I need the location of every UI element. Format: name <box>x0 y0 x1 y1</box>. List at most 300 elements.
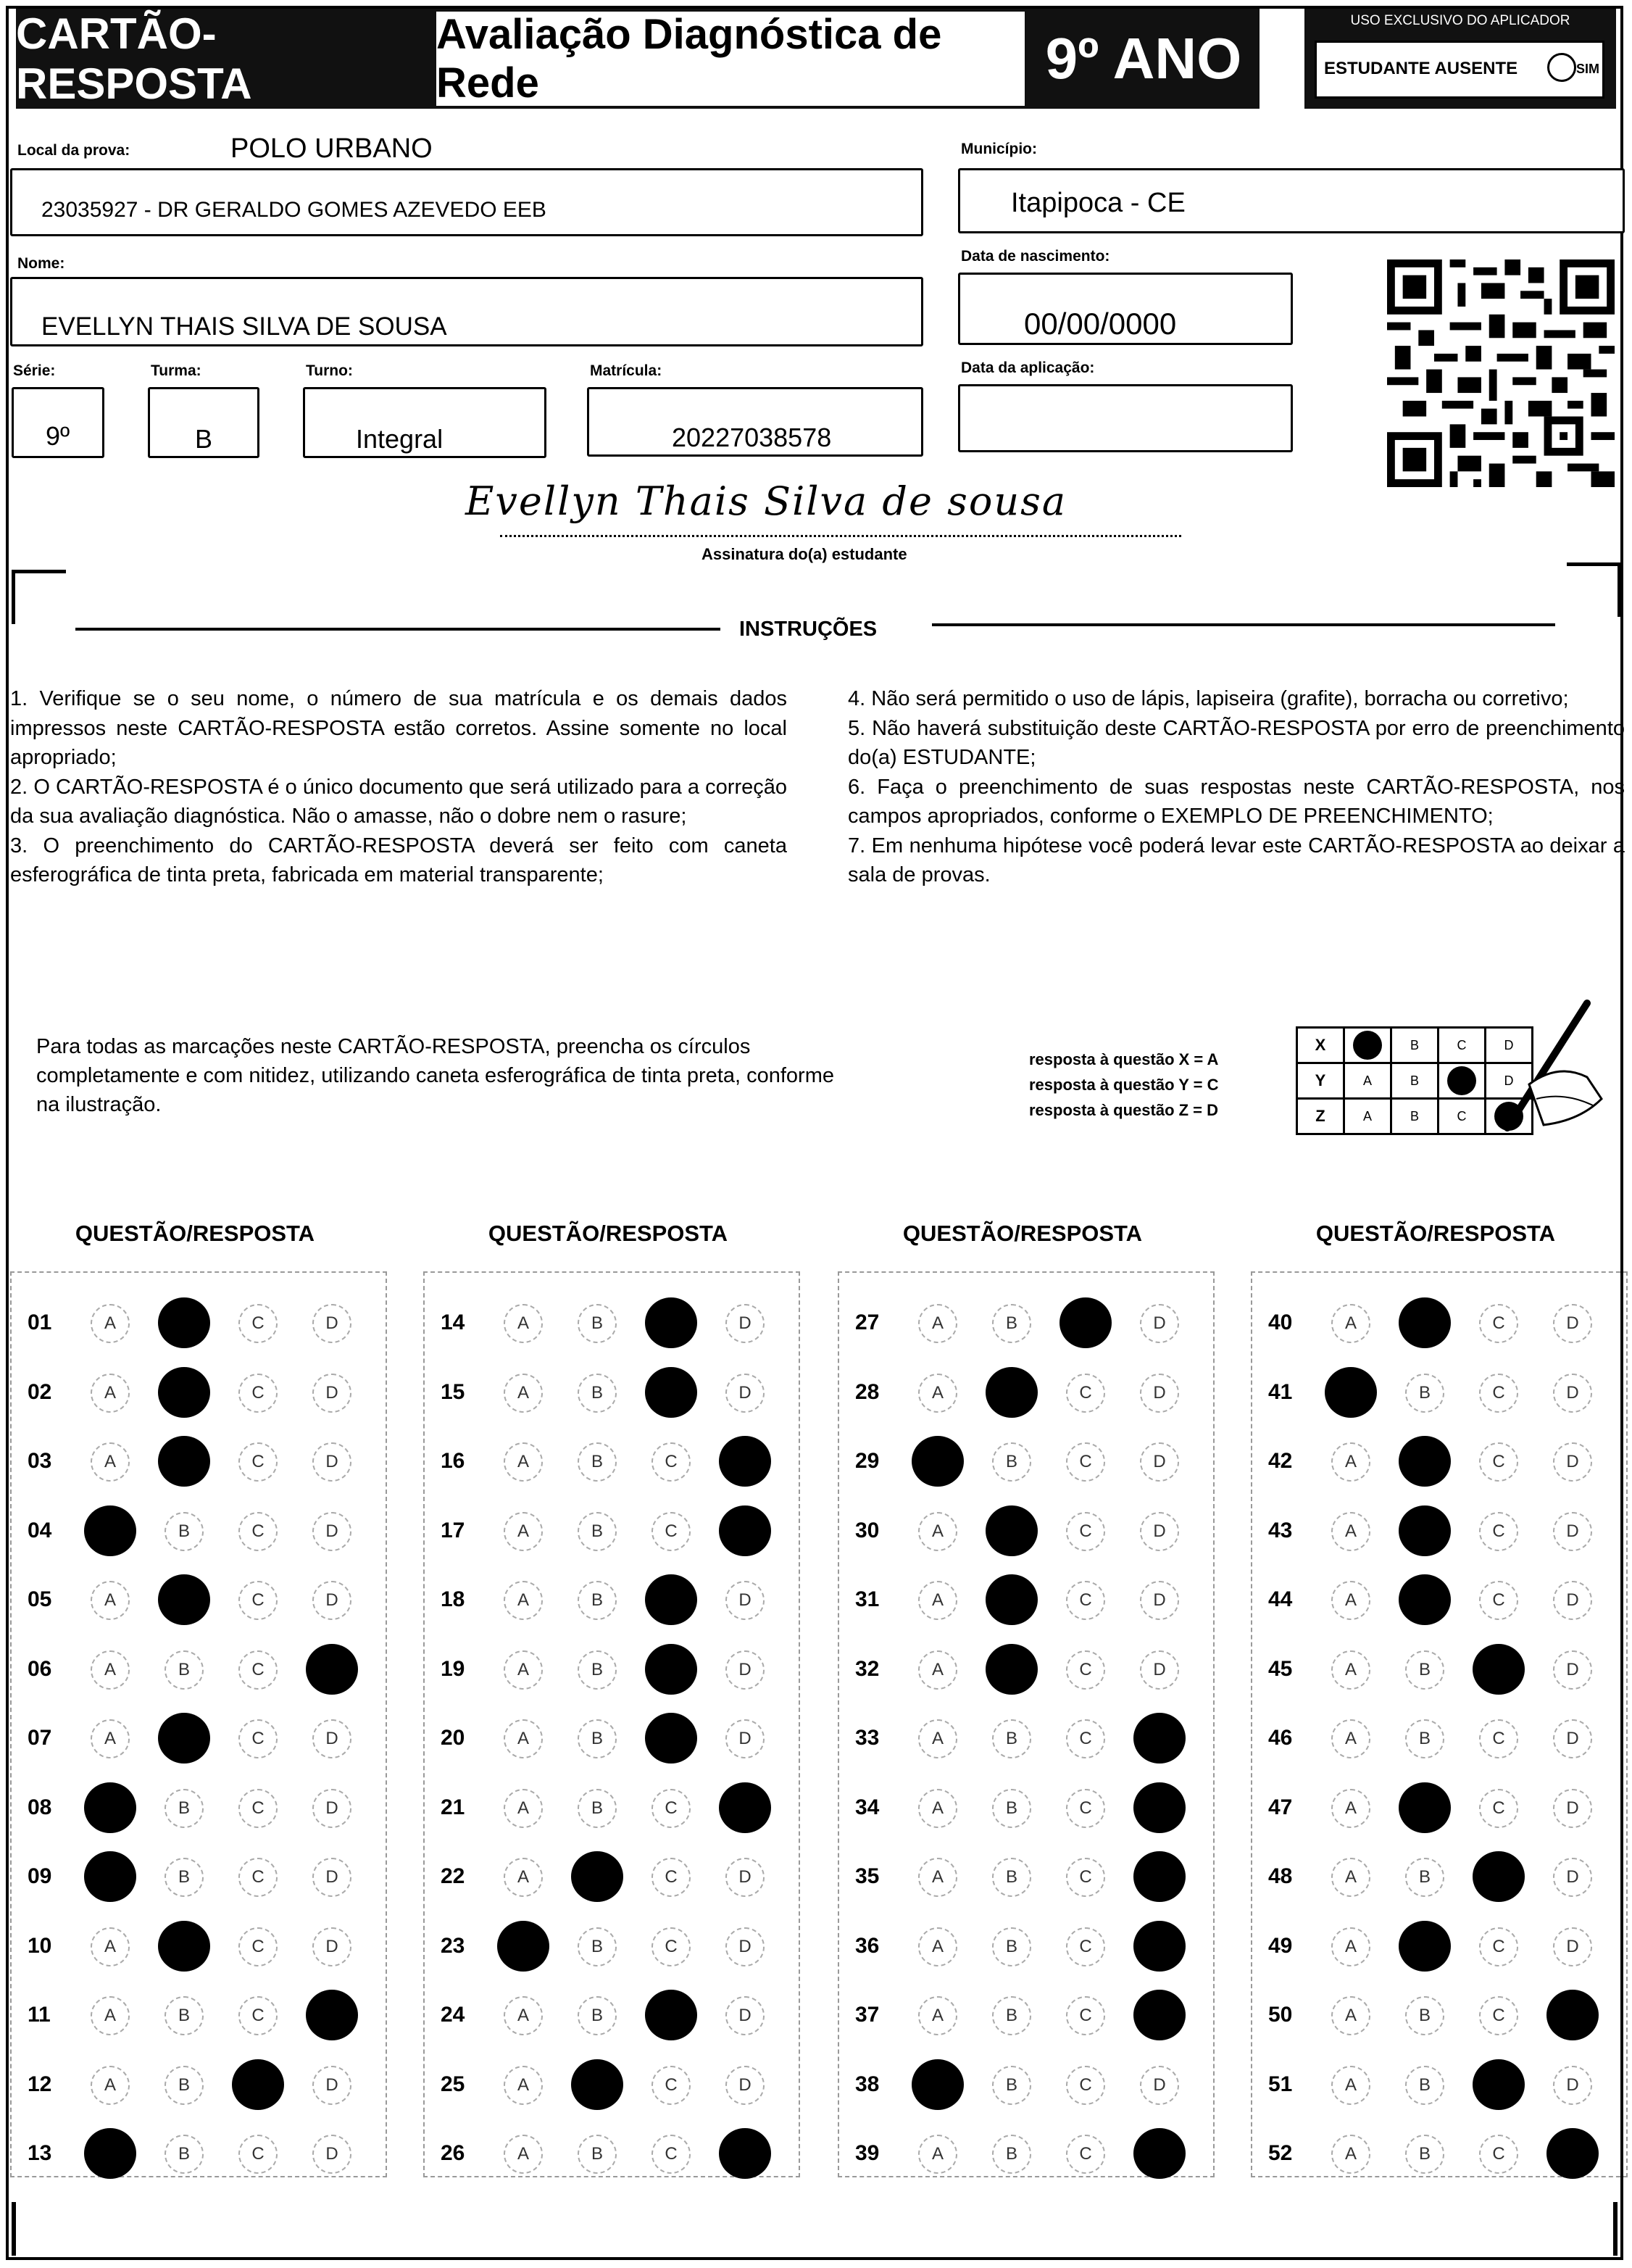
question-number: 16 <box>441 1449 465 1473</box>
answer-bubble[interactable]: C <box>238 1858 278 1897</box>
answer-bubble[interactable]: D <box>312 2066 351 2105</box>
example-option <box>1344 1028 1391 1063</box>
filled-answer-bubble[interactable] <box>1546 1990 1599 2040</box>
filled-answer-bubble[interactable] <box>306 1990 358 2040</box>
answer-bubble[interactable]: C <box>651 1442 691 1482</box>
turma-label: Turma: <box>151 362 201 379</box>
answer-bubble[interactable]: C <box>1066 1996 1105 2035</box>
example-option: C <box>1439 1028 1486 1063</box>
question-number: 48 <box>1268 1864 1293 1888</box>
question-number: 30 <box>855 1518 880 1542</box>
answer-bubble[interactable]: A <box>1331 1789 1370 1828</box>
answer-bubble[interactable]: B <box>1405 1858 1444 1897</box>
answer-bubble[interactable]: A <box>91 2066 130 2105</box>
answer-bubble[interactable]: D <box>725 1927 765 1966</box>
answer-bubble[interactable]: B <box>992 1858 1031 1897</box>
answer-bubble[interactable]: B <box>992 1304 1031 1343</box>
question-number: 47 <box>1268 1795 1293 1819</box>
answer-bubble[interactable]: A <box>504 1858 543 1897</box>
question-number: 11 <box>28 2003 51 2027</box>
answer-bubble[interactable]: A <box>918 1927 957 1966</box>
answer-bubble[interactable]: A <box>1331 2135 1370 2174</box>
local-value: POLO URBANO <box>230 133 433 164</box>
answer-bubble[interactable]: C <box>1066 1581 1105 1620</box>
nome-field <box>10 277 923 346</box>
answer-bubble[interactable]: C <box>651 2135 691 2174</box>
turno-value: Integral <box>356 424 444 454</box>
example-question: Y <box>1297 1063 1344 1099</box>
answer-bubble[interactable]: D <box>1553 2066 1592 2105</box>
school-value: 23035927 - DR GERALDO GOMES AZEVEDO EEB <box>41 198 546 222</box>
answer-bubble[interactable]: A <box>918 1512 957 1551</box>
answer-bubble[interactable]: C <box>1479 1789 1518 1828</box>
example-question: Z <box>1297 1099 1344 1134</box>
answer-bubble[interactable]: C <box>651 1512 691 1551</box>
answer-bubble[interactable]: D <box>725 1858 765 1897</box>
filled-answer-bubble[interactable] <box>912 1436 964 1487</box>
nome-label: Nome: <box>17 255 65 272</box>
filled-answer-bubble[interactable] <box>645 1367 697 1418</box>
answer-bubble[interactable]: B <box>578 1304 617 1343</box>
example-option <box>1439 1063 1486 1099</box>
corner-bottom-left <box>12 2202 16 2256</box>
answer-bubble[interactable]: A <box>504 1719 543 1758</box>
answer-bubble[interactable]: A <box>918 2135 957 2174</box>
answer-bubble[interactable]: C <box>238 1581 278 1620</box>
matricula-field <box>587 387 923 457</box>
answer-bubble[interactable]: D <box>1140 1650 1179 1690</box>
example-option: C <box>1439 1099 1486 1134</box>
filled-answer-bubble[interactable] <box>645 1713 697 1764</box>
answer-bubble[interactable]: A <box>1331 1512 1370 1551</box>
answer-bubble[interactable]: C <box>238 1996 278 2035</box>
answer-bubble[interactable]: A <box>504 1789 543 1828</box>
question-number: 24 <box>441 2003 465 2027</box>
municipio-label: Município: <box>961 141 1037 157</box>
filled-answer-bubble[interactable] <box>158 1921 210 1972</box>
answer-bubble[interactable]: D <box>1553 1581 1592 1620</box>
question-number: 01 <box>28 1310 52 1334</box>
corner-top-left <box>12 570 66 624</box>
answer-bubble[interactable]: C <box>1066 1374 1105 1413</box>
answer-bubble[interactable]: B <box>165 2066 204 2105</box>
answer-bubble[interactable]: B <box>578 1650 617 1690</box>
question-number: 13 <box>28 2141 52 2165</box>
answer-bubble[interactable]: B <box>165 1789 204 1828</box>
absent-label: ESTUDANTE AUSENTE <box>1324 59 1518 78</box>
filled-answer-bubble[interactable] <box>1325 1367 1377 1418</box>
example-line-z: resposta à questão Z = D <box>1029 1101 1219 1119</box>
question-number: 42 <box>1268 1449 1293 1473</box>
answer-bubble[interactable]: C <box>1066 1719 1105 1758</box>
answer-bubble[interactable]: B <box>578 2135 617 2174</box>
instructions-title: INSTRUÇÕES <box>739 618 878 641</box>
question-number: 23 <box>441 1933 465 1958</box>
answer-bubble[interactable]: D <box>312 1442 351 1482</box>
answer-bubble[interactable]: D <box>725 1374 765 1413</box>
filled-answer-bubble[interactable] <box>84 2128 136 2179</box>
filled-answer-bubble[interactable] <box>1473 1851 1525 1902</box>
example-option: B <box>1391 1028 1439 1063</box>
filled-answer-bubble[interactable] <box>1473 1644 1525 1695</box>
answer-bubble[interactable]: A <box>504 1442 543 1482</box>
answer-bubble[interactable]: C <box>1066 1442 1105 1482</box>
answer-bubble[interactable]: A <box>504 1581 543 1620</box>
answer-bubble[interactable]: D <box>1553 1927 1592 1966</box>
question-number: 14 <box>441 1310 465 1334</box>
answer-bubble[interactable]: D <box>312 2135 351 2174</box>
answer-bubble[interactable]: B <box>165 1858 204 1897</box>
answer-bubble[interactable]: B <box>165 1512 204 1551</box>
fill-note: Para todas as marcações neste CARTÃO-RESPOSTA, preencha os círculos completamente e com nitidez, utilizando caneta esferográfica de tinta preta, conforme na ilustração. <box>36 1035 834 1116</box>
answer-bubble[interactable]: D <box>1553 1374 1592 1413</box>
column-header: QUESTÃO/RESPOSTA <box>1315 1221 1556 1246</box>
qr-code <box>1387 257 1615 490</box>
filled-answer-bubble[interactable] <box>84 1851 136 1902</box>
answer-bubble[interactable]: B <box>578 1581 617 1620</box>
school-field <box>10 168 923 236</box>
instruction-1: 1. Verifique se o seu nome, o número de sua matrícula e os demais dados impressos neste CARTÃO-RESPOSTA estão corretos. Assine somente no local apropriado; <box>10 687 787 769</box>
answer-bubble[interactable]: D <box>1140 1304 1179 1343</box>
answer-bubble[interactable]: D <box>725 1581 765 1620</box>
question-number: 25 <box>441 2072 465 2096</box>
answer-bubble[interactable]: B <box>992 1789 1031 1828</box>
answer-bubble[interactable]: C <box>1066 1512 1105 1551</box>
answer-bubble[interactable]: A <box>918 1581 957 1620</box>
answer-bubble[interactable]: A <box>504 1374 543 1413</box>
answer-bubble[interactable]: C <box>238 1374 278 1413</box>
filled-answer-bubble[interactable] <box>1133 1851 1186 1902</box>
answer-bubble[interactable]: A <box>91 1927 130 1966</box>
answer-bubble[interactable]: A <box>1331 1581 1370 1620</box>
instructions-rule-right <box>932 623 1555 626</box>
nascimento-value: 00/00/0000 <box>1024 307 1177 341</box>
answer-bubble[interactable]: A <box>91 1996 130 2035</box>
question-number: 27 <box>855 1310 880 1334</box>
answer-bubble[interactable]: D <box>725 1996 765 2035</box>
answer-bubble[interactable]: D <box>312 1927 351 1966</box>
answer-bubble[interactable]: D <box>1140 1581 1179 1620</box>
filled-answer-bubble[interactable] <box>306 1644 358 1695</box>
question-number: 12 <box>28 2072 52 2096</box>
answer-bubble[interactable]: D <box>312 1789 351 1828</box>
answer-bubble[interactable]: D <box>1553 1858 1592 1897</box>
answer-bubble[interactable]: B <box>165 1996 204 2035</box>
answer-bubble[interactable]: B <box>165 2135 204 2174</box>
answer-bubble[interactable]: C <box>238 1789 278 1828</box>
filled-answer-bubble[interactable] <box>986 1505 1038 1556</box>
turno-field <box>303 387 546 458</box>
question-number: 08 <box>28 1795 52 1819</box>
answer-bubble[interactable]: D <box>1553 1442 1592 1482</box>
question-number: 52 <box>1268 2141 1293 2165</box>
question-number: 20 <box>441 1726 465 1750</box>
answer-bubble[interactable]: C <box>1066 1650 1105 1690</box>
answer-bubble[interactable]: C <box>238 2135 278 2174</box>
filled-answer-bubble[interactable] <box>1399 1782 1451 1833</box>
answer-bubble[interactable]: A <box>918 1650 957 1690</box>
answer-bubble[interactable]: C <box>1479 1374 1518 1413</box>
answer-bubble[interactable]: A <box>1331 1719 1370 1758</box>
filled-answer-bubble[interactable] <box>158 1367 210 1418</box>
answer-bubble[interactable]: A <box>504 1512 543 1551</box>
answer-bubble[interactable]: D <box>312 1858 351 1897</box>
answer-bubble[interactable]: A <box>1331 1650 1370 1690</box>
aplicacao-field <box>958 384 1293 452</box>
answer-bubble[interactable]: D <box>312 1719 351 1758</box>
answer-bubble[interactable]: B <box>1405 2066 1444 2105</box>
answer-bubble[interactable]: A <box>1331 1996 1370 2035</box>
filled-answer-bubble[interactable] <box>986 1367 1038 1418</box>
example-filled-bubble <box>1447 1066 1476 1095</box>
filled-answer-bubble[interactable] <box>1399 1574 1451 1625</box>
filled-answer-bubble[interactable] <box>1399 1921 1451 1972</box>
answer-bubble[interactable]: D <box>1140 2066 1179 2105</box>
answer-bubble[interactable]: B <box>578 1927 617 1966</box>
answer-bubble[interactable]: B <box>578 1512 617 1551</box>
matricula-value: 20227038578 <box>672 423 832 452</box>
filled-answer-bubble[interactable] <box>1473 2059 1525 2110</box>
answer-bubble[interactable]: C <box>1479 2135 1518 2174</box>
filled-answer-bubble[interactable] <box>719 1782 771 1833</box>
filled-answer-bubble[interactable] <box>158 1297 210 1348</box>
filled-answer-bubble[interactable] <box>1546 2128 1599 2179</box>
question-number: 29 <box>855 1449 880 1473</box>
filled-answer-bubble[interactable] <box>1133 1713 1186 1764</box>
answer-bubble[interactable]: D <box>725 1304 765 1343</box>
answer-bubble[interactable]: D <box>725 1650 765 1690</box>
answer-bubble[interactable]: D <box>1140 1374 1179 1413</box>
question-number: 06 <box>28 1656 52 1681</box>
answer-bubble[interactable]: B <box>992 1442 1031 1482</box>
question-number: 05 <box>28 1587 52 1611</box>
filled-answer-bubble[interactable] <box>571 2059 623 2110</box>
answer-bubble[interactable]: C <box>1479 1927 1518 1966</box>
answer-bubble[interactable]: C <box>1479 1512 1518 1551</box>
pen-hand-illustration <box>1493 997 1609 1142</box>
instructions-left <box>10 684 787 890</box>
answer-bubble[interactable]: C <box>238 1442 278 1482</box>
answer-bubble[interactable]: C <box>1479 1304 1518 1343</box>
instruction-2: 2. O CARTÃO-RESPOSTA é o único documento que será utilizado para a correção da sua avaliação diagnóstica. Não o amasse, não o dobre nem o rasure; <box>10 775 787 828</box>
turma-value: B <box>195 424 213 454</box>
filled-answer-bubble[interactable] <box>1133 1990 1186 2040</box>
answer-bubble[interactable]: B <box>1405 1719 1444 1758</box>
filled-answer-bubble[interactable] <box>1133 1921 1186 1972</box>
example-legend <box>1029 1047 1218 1123</box>
instruction-7: 7. Em nenhuma hipótese você poderá levar este CARTÃO-RESPOSTA ao deixar a sala de provas. <box>848 834 1625 886</box>
question-number: 34 <box>855 1795 880 1819</box>
filled-answer-bubble[interactable] <box>719 1436 771 1487</box>
answer-bubble[interactable]: C <box>1479 1581 1518 1620</box>
example-line-y: resposta à questão Y = C <box>1029 1076 1219 1094</box>
filled-answer-bubble[interactable] <box>232 2059 284 2110</box>
answer-bubble[interactable]: D <box>1553 1512 1592 1551</box>
answer-bubble[interactable]: D <box>1140 1512 1179 1551</box>
filled-answer-bubble[interactable] <box>1399 1297 1451 1348</box>
answer-bubble[interactable]: C <box>1066 2066 1105 2105</box>
answer-bubble[interactable]: C <box>1479 1996 1518 2035</box>
question-number: 04 <box>28 1518 52 1542</box>
answer-bubble[interactable]: B <box>1405 2135 1444 2174</box>
answer-bubble[interactable]: D <box>1553 1789 1592 1828</box>
answer-bubble[interactable]: D <box>725 2066 765 2105</box>
answer-bubble[interactable]: B <box>578 1719 617 1758</box>
instruction-5: 5. Não haverá substituição deste CARTÃO-RESPOSTA por erro de preenchimento do(a) ESTUDANTE; <box>848 716 1625 769</box>
answer-bubble[interactable]: D <box>725 1719 765 1758</box>
answer-bubble[interactable]: C <box>1066 2135 1105 2174</box>
filled-answer-bubble[interactable] <box>645 1297 697 1348</box>
answer-bubble[interactable]: C <box>1066 1789 1105 1828</box>
filled-answer-bubble[interactable] <box>1059 1297 1112 1348</box>
question-number: 07 <box>28 1726 52 1750</box>
filled-answer-bubble[interactable] <box>158 1713 210 1764</box>
answer-bubble[interactable]: A <box>504 2066 543 2105</box>
answer-bubble[interactable]: A <box>918 1996 957 2035</box>
filled-answer-bubble[interactable] <box>645 1644 697 1695</box>
answer-bubble[interactable]: C <box>651 1789 691 1828</box>
answer-bubble[interactable]: B <box>165 1650 204 1690</box>
filled-answer-bubble[interactable] <box>158 1436 210 1487</box>
filled-answer-bubble[interactable] <box>1399 1505 1451 1556</box>
question-number: 22 <box>441 1864 465 1888</box>
filled-answer-bubble[interactable] <box>986 1644 1038 1695</box>
answer-bubble[interactable]: B <box>1405 1996 1444 2035</box>
absent-checkbox[interactable] <box>1547 53 1576 82</box>
answer-bubble[interactable]: B <box>992 1996 1031 2035</box>
answer-bubble[interactable]: C <box>1479 1442 1518 1482</box>
answer-bubble[interactable]: A <box>1331 1858 1370 1897</box>
answer-bubble[interactable]: A <box>91 1719 130 1758</box>
answer-bubble[interactable]: D <box>312 1374 351 1413</box>
aplicacao-label: Data da aplicação: <box>961 360 1095 376</box>
question-number: 50 <box>1268 2003 1293 2027</box>
corner-bottom-right <box>1613 2202 1618 2256</box>
serie-field <box>12 387 104 458</box>
example-option: A <box>1344 1063 1391 1099</box>
filled-answer-bubble[interactable] <box>571 1851 623 1902</box>
turma-field <box>148 387 259 458</box>
answer-bubble[interactable]: A <box>91 1304 130 1343</box>
answer-bubble[interactable]: B <box>992 2066 1031 2105</box>
answer-bubble[interactable]: C <box>651 1927 691 1966</box>
answer-bubble[interactable]: A <box>91 1442 130 1482</box>
answer-bubble[interactable]: A <box>918 1719 957 1758</box>
filled-answer-bubble[interactable] <box>84 1505 136 1556</box>
answer-bubble[interactable]: A <box>504 1996 543 2035</box>
answer-bubble[interactable]: A <box>91 1581 130 1620</box>
answer-bubble[interactable]: C <box>1066 1927 1105 1966</box>
answer-bubble[interactable]: B <box>578 1789 617 1828</box>
answer-bubble[interactable]: C <box>651 1858 691 1897</box>
answer-bubble[interactable]: B <box>992 2135 1031 2174</box>
answer-bubble[interactable]: A <box>1331 2066 1370 2105</box>
answer-bubble[interactable]: B <box>578 1442 617 1482</box>
answer-bubble[interactable]: A <box>504 1650 543 1690</box>
answer-bubble[interactable]: D <box>312 1512 351 1551</box>
filled-answer-bubble[interactable] <box>1399 1436 1451 1487</box>
filled-answer-bubble[interactable] <box>645 1574 697 1625</box>
answer-bubble[interactable]: B <box>992 1719 1031 1758</box>
question-number: 32 <box>855 1656 880 1681</box>
answer-bubble[interactable]: B <box>992 1927 1031 1966</box>
matricula-label: Matrícula: <box>590 362 662 379</box>
answer-bubble[interactable]: C <box>1479 1719 1518 1758</box>
question-number: 31 <box>855 1587 880 1611</box>
example-filled-bubble <box>1353 1031 1382 1060</box>
answer-bubble[interactable]: B <box>1405 1650 1444 1690</box>
answer-bubble[interactable]: A <box>918 1789 957 1828</box>
filled-answer-bubble[interactable] <box>645 1990 697 2040</box>
answer-bubble[interactable]: D <box>1140 1442 1179 1482</box>
corner-top-right <box>1567 562 1621 617</box>
absent-box <box>1315 41 1604 99</box>
filled-answer-bubble[interactable] <box>1133 1782 1186 1833</box>
filled-answer-bubble[interactable] <box>986 1574 1038 1625</box>
example-question: X <box>1297 1028 1344 1063</box>
filled-answer-bubble[interactable] <box>719 1505 771 1556</box>
instructions-rule-left <box>75 628 720 631</box>
answer-bubble[interactable]: C <box>238 1304 278 1343</box>
answer-bubble[interactable]: A <box>918 1858 957 1897</box>
answer-bubble[interactable]: C <box>238 1927 278 1966</box>
answer-bubble[interactable]: A <box>1331 1304 1370 1343</box>
answer-bubble[interactable]: A <box>91 1650 130 1690</box>
answer-bubble[interactable]: C <box>1066 1858 1105 1897</box>
answer-bubble[interactable]: A <box>918 1304 957 1343</box>
nascimento-field <box>958 273 1293 345</box>
filled-answer-bubble[interactable] <box>84 1782 136 1833</box>
answer-bubble[interactable]: A <box>504 1304 543 1343</box>
answer-bubble[interactable]: D <box>1553 1304 1592 1343</box>
answer-bubble[interactable]: A <box>918 1374 957 1413</box>
answer-bubble[interactable]: B <box>1405 1374 1444 1413</box>
municipio-value: Itapipoca - CE <box>1011 188 1186 218</box>
answer-bubble[interactable]: C <box>651 2066 691 2105</box>
example-option: D <box>1486 1028 1533 1063</box>
answer-bubble[interactable]: A <box>504 2135 543 2174</box>
answer-bubble[interactable]: A <box>91 1374 130 1413</box>
filled-answer-bubble[interactable] <box>1133 2128 1186 2179</box>
question-number: 17 <box>441 1518 465 1542</box>
answer-bubble[interactable]: D <box>312 1581 351 1620</box>
answer-bubble[interactable]: C <box>238 1650 278 1690</box>
answer-bubble[interactable]: B <box>578 1374 617 1413</box>
absent-option-label: SIM <box>1576 62 1600 76</box>
answer-bubble[interactable]: D <box>312 1304 351 1343</box>
filled-answer-bubble[interactable] <box>158 1574 210 1625</box>
filled-answer-bubble[interactable] <box>912 2059 964 2110</box>
nascimento-label: Data de nascimento: <box>961 248 1110 265</box>
example-option: B <box>1391 1099 1439 1134</box>
signature-label: Assinatura do(a) estudante <box>701 545 907 563</box>
filled-answer-bubble[interactable] <box>719 2128 771 2179</box>
question-number: 03 <box>28 1449 52 1473</box>
example-option: B <box>1391 1063 1439 1099</box>
column-header: QUESTÃO/RESPOSTA <box>902 1221 1143 1246</box>
filled-answer-bubble[interactable] <box>497 1921 549 1972</box>
answer-bubble[interactable]: D <box>1553 1719 1592 1758</box>
answer-bubble[interactable]: B <box>578 1996 617 2035</box>
answer-bubble[interactable]: D <box>1553 1650 1592 1690</box>
question-number: 46 <box>1268 1726 1293 1750</box>
question-number: 26 <box>441 2141 465 2165</box>
answer-bubble[interactable]: A <box>1331 1927 1370 1966</box>
answer-bubble[interactable]: C <box>238 1719 278 1758</box>
answer-bubble[interactable]: A <box>1331 1442 1370 1482</box>
question-number: 40 <box>1268 1310 1293 1334</box>
answer-bubble[interactable]: C <box>238 1512 278 1551</box>
